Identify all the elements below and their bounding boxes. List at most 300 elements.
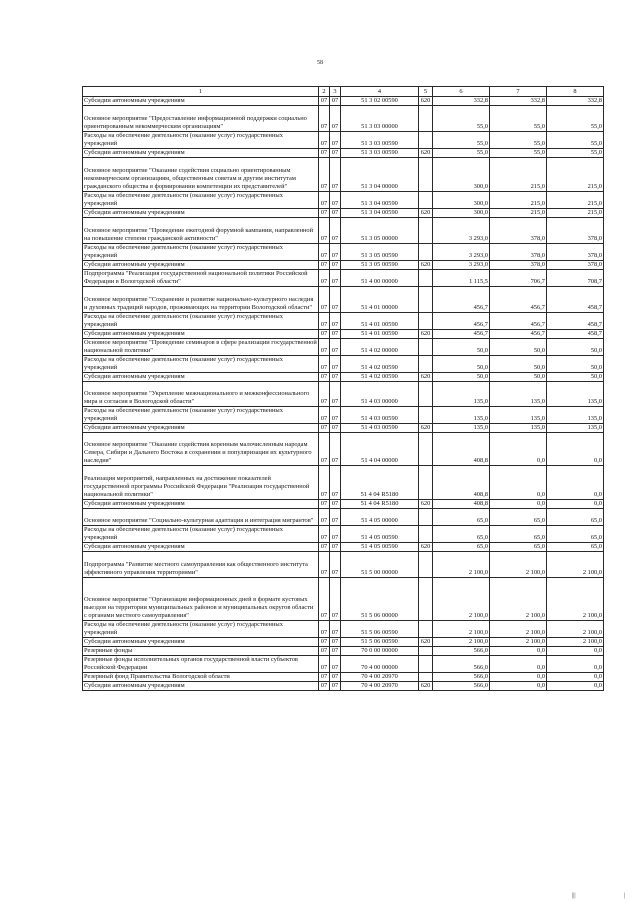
section-code-cell: 07 (319, 287, 330, 313)
section-code-cell: 07 (319, 621, 330, 638)
amount-col7-cell: 0,0 (490, 682, 547, 691)
table-row (83, 543, 604, 552)
expense-type-cell: 620 (419, 543, 433, 552)
amount-col6-cell: 135,0 (433, 382, 490, 407)
target-article-cell: 51 5 06 00590 (341, 638, 419, 647)
section-code-cell: 07 (319, 270, 330, 287)
subsection-code-cell: 07 (330, 466, 341, 500)
section-code-cell: 07 (319, 261, 330, 270)
amount-col7-cell: 0,0 (490, 647, 547, 656)
row-name-cell: Основное мероприятие "Укрепление межнационального и межконфессионального мира и согласия в Вологодской области" (83, 382, 319, 407)
subsection-code-cell: 07 (330, 373, 341, 382)
target-article-cell: 51 3 04 00590 (341, 209, 419, 218)
table-row (83, 158, 604, 192)
subsection-code-cell: 07 (330, 270, 341, 287)
amount-col6-cell: 566,0 (433, 647, 490, 656)
subsection-code-cell: 07 (330, 330, 341, 339)
row-name-cell: Субсидии автономным учреждениям (83, 373, 319, 382)
amount-col7-cell: 55,0 (490, 106, 547, 132)
section-code-cell: 07 (319, 424, 330, 433)
row-name-cell: Основное мероприятие "Оказание содействия социально ориентированным некоммерческим организациям, общественным советам и другим институтам гражданского общества в формировании компетенции их представителей" (83, 158, 319, 192)
row-name-cell: Основное мероприятие "Проведение ежегодной форумной кампании, направленной на повышение степени гражданской активности" (83, 218, 319, 244)
amount-col8-cell: 708,7 (547, 270, 604, 287)
amount-col8-cell: 458,7 (547, 287, 604, 313)
amount-col8-cell: 215,0 (547, 192, 604, 209)
table-row (83, 647, 604, 656)
amount-col7-cell: 0,0 (490, 466, 547, 500)
amount-col8-cell: 2 100,0 (547, 552, 604, 578)
row-name-cell: Расходы на обеспечение деятельности (оказание услуг) государственных учреждений (83, 356, 319, 373)
section-code-cell: 07 (319, 407, 330, 424)
amount-col6-cell: 65,0 (433, 543, 490, 552)
table-row (83, 509, 604, 526)
target-article-cell: 51 4 05 00590 (341, 543, 419, 552)
amount-col7-cell: 2 100,0 (490, 552, 547, 578)
table-row (83, 339, 604, 356)
section-code-cell: 07 (319, 578, 330, 621)
expense-type-cell (419, 433, 433, 466)
amount-col8-cell: 65,0 (547, 509, 604, 526)
row-name-cell: Основное мероприятие "Оказание содействия коренным малочисленным народам Севера, Сибири и Дальнего Востока в сохранении и популяризации их культурного наследия" (83, 433, 319, 466)
subsection-code-cell: 07 (330, 97, 341, 106)
amount-col6-cell: 1 115,5 (433, 270, 490, 287)
section-code-cell: 07 (319, 192, 330, 209)
target-article-cell: 51 4 02 00000 (341, 339, 419, 356)
row-name-cell: Резервные фонды исполнительных органов государственной власти субъектов Российской Федерации (83, 656, 319, 673)
section-code-cell: 07 (319, 638, 330, 647)
target-article-cell: 70 0 00 00000 (341, 647, 419, 656)
expense-type-cell (419, 158, 433, 192)
expense-type-cell: 620 (419, 424, 433, 433)
subsection-code-cell: 07 (330, 638, 341, 647)
header-cell: 5 (419, 87, 433, 97)
target-article-cell: 51 5 06 00000 (341, 578, 419, 621)
target-article-cell: 70 4 00 20970 (341, 673, 419, 682)
section-code-cell: 07 (319, 158, 330, 192)
amount-col6-cell: 50,0 (433, 373, 490, 382)
amount-col7-cell: 0,0 (490, 433, 547, 466)
subsection-code-cell: 07 (330, 244, 341, 261)
table-row (83, 356, 604, 373)
subsection-code-cell: 07 (330, 433, 341, 466)
amount-col8-cell: 2 100,0 (547, 621, 604, 638)
row-name-cell: Основное мероприятие "Проведение семинаров в сфере реализации государственной национальной политики" (84, 339, 317, 354)
amount-col7-cell: 378,0 (490, 261, 547, 270)
amount-col7-cell: 2 100,0 (490, 578, 547, 621)
target-article-cell: 51 5 00 00000 (341, 552, 419, 578)
header-cell: 1 (83, 87, 319, 97)
row-name-cell: Расходы на обеспечение деятельности (оказание услуг) государственных учреждений (83, 526, 319, 543)
section-code-cell: 07 (319, 356, 330, 373)
amount-col7-cell: 50,0 (490, 356, 547, 373)
expense-type-cell (419, 132, 433, 149)
target-article-cell: 51 4 02 00590 (341, 373, 419, 382)
table-row (83, 407, 604, 424)
target-article-cell: 51 4 00 00000 (341, 270, 419, 287)
subsection-code-cell: 07 (330, 149, 341, 158)
row-name-cell: Субсидии автономным учреждениям (83, 209, 319, 218)
subsection-code-cell: 07 (330, 682, 341, 691)
table-row (83, 526, 604, 543)
amount-col8-cell: 0,0 (547, 500, 604, 509)
target-article-cell: 51 4 01 00000 (341, 287, 419, 313)
section-code-cell: 07 (319, 673, 330, 682)
table-row (83, 106, 604, 132)
amount-col6-cell: 566,0 (433, 673, 490, 682)
target-article-cell: 51 5 06 00590 (341, 621, 419, 638)
amount-col8-cell: 0,0 (547, 673, 604, 682)
table-row (83, 244, 604, 261)
amount-col7-cell: 706,7 (490, 270, 547, 287)
expense-type-cell: 620 (419, 97, 433, 106)
expense-type-cell (419, 552, 433, 578)
section-code-cell: 07 (319, 543, 330, 552)
budget-table (82, 86, 604, 691)
amount-col6-cell: 2 100,0 (433, 552, 490, 578)
section-code-cell: 07 (319, 500, 330, 509)
table-row (83, 313, 604, 330)
expense-type-cell (419, 526, 433, 543)
amount-col8-cell: 135,0 (547, 382, 604, 407)
amount-col7-cell: 378,0 (490, 218, 547, 244)
subsection-code-cell: 07 (330, 424, 341, 433)
amount-col8-cell: 332,8 (547, 97, 604, 106)
target-article-cell: 70 4 00 20970 (341, 682, 419, 691)
expense-type-cell (419, 270, 433, 287)
target-article-cell: 51 4 04 R5180 (341, 500, 419, 509)
amount-col6-cell: 65,0 (433, 509, 490, 526)
target-article-cell: 51 3 02 00590 (341, 97, 419, 106)
target-article-cell: 51 4 04 R5180 (341, 466, 419, 500)
amount-col8-cell: 458,7 (547, 330, 604, 339)
table-row (83, 682, 604, 691)
header-cell: 4 (341, 87, 419, 97)
section-code-cell: 07 (319, 526, 330, 543)
amount-col6-cell: 55,0 (433, 149, 490, 158)
row-name-cell: Расходы на обеспечение деятельности (оказание услуг) государственных учреждений (83, 407, 319, 424)
table-row (83, 638, 604, 647)
expense-type-cell (419, 578, 433, 621)
amount-col7-cell: 0,0 (490, 673, 547, 682)
amount-col7-cell: 65,0 (490, 509, 547, 526)
header-cell: 2 (319, 87, 330, 97)
amount-col7-cell: 135,0 (490, 424, 547, 433)
table-row (83, 261, 604, 270)
row-name-cell: Расходы на обеспечение деятельности (оказание услуг) государственных учреждений (83, 244, 319, 261)
expense-type-cell (419, 356, 433, 373)
amount-col8-cell: 65,0 (547, 526, 604, 543)
amount-col8-cell: 55,0 (547, 132, 604, 149)
row-name-cell: Субсидии автономным учреждениям (83, 682, 319, 691)
header-cell: 6 (433, 87, 490, 97)
table-row (83, 552, 604, 578)
target-article-cell: 51 4 03 00000 (341, 382, 419, 407)
row-name-cell: Субсидии автономным учреждениям (83, 638, 319, 647)
row-name-cell: Основное мероприятие "Организация информационных дней в формате кустовых выездов на территории муниципальных районов и муниципальных округов области с органами местного самоуправления" (83, 578, 319, 621)
amount-col7-cell: 65,0 (490, 526, 547, 543)
table-header-row (83, 87, 604, 97)
amount-col6-cell: 300,0 (433, 192, 490, 209)
expense-type-cell: 620 (419, 149, 433, 158)
amount-col6-cell: 50,0 (433, 339, 490, 356)
section-code-cell: 07 (319, 647, 330, 656)
section-code-cell: 07 (319, 209, 330, 218)
amount-col8-cell: 458,7 (547, 313, 604, 330)
amount-col6-cell: 55,0 (433, 132, 490, 149)
section-code-cell: 07 (319, 149, 330, 158)
section-code-cell: 07 (319, 656, 330, 673)
expense-type-cell (419, 244, 433, 261)
row-name-cell: Реализация мероприятий, направленных на достижение показателей государственной программы Российской Федерации "Реализация государственной национальной политики" (83, 466, 319, 500)
row-name-cell: Субсидии автономным учреждениям (83, 500, 319, 509)
table-row (83, 97, 604, 106)
expense-type-cell (419, 509, 433, 526)
amount-col8-cell: 2 100,0 (547, 638, 604, 647)
subsection-code-cell: 07 (330, 313, 341, 330)
amount-col7-cell: 2 100,0 (490, 638, 547, 647)
row-name-cell: Субсидии автономным учреждениям (83, 149, 319, 158)
amount-col8-cell: 2 100,0 (547, 578, 604, 621)
row-name-cell: Подпрограмма "Развитие местного самоуправления как общественного института эффективного управления территориями" (83, 552, 319, 578)
row-name-cell: Расходы на обеспечение деятельности (оказание услуг) государственных учреждений (83, 192, 319, 209)
target-article-cell: 51 3 03 00590 (341, 132, 419, 149)
expense-type-cell (419, 382, 433, 407)
amount-col6-cell: 2 100,0 (433, 621, 490, 638)
target-article-cell: 51 3 04 00590 (341, 192, 419, 209)
amount-col7-cell: 456,7 (490, 330, 547, 339)
target-article-cell: 51 4 04 00000 (341, 433, 419, 466)
row-name-cell: Подпрограмма "Реализация государственной национальной политики Российской Федерации в Вологодской области" (83, 270, 319, 287)
amount-col7-cell: 2 100,0 (490, 621, 547, 638)
subsection-code-cell: 07 (330, 356, 341, 373)
subsection-code-cell: 07 (330, 509, 341, 526)
amount-col8-cell: 215,0 (547, 209, 604, 218)
amount-col6-cell: 408,8 (433, 500, 490, 509)
subsection-code-cell: 07 (330, 621, 341, 638)
amount-col8-cell: 50,0 (547, 356, 604, 373)
section-code-cell: 07 (319, 97, 330, 106)
section-code-cell: 07 (319, 682, 330, 691)
row-name-cell: Расходы на обеспечение деятельности (оказание услуг) государственных учреждений (83, 132, 319, 149)
amount-col8-cell: 378,0 (547, 218, 604, 244)
subsection-code-cell: 07 (330, 500, 341, 509)
target-article-cell: 51 4 03 00590 (341, 424, 419, 433)
subsection-code-cell: 07 (330, 578, 341, 621)
row-name-cell: Субсидии автономным учреждениям (83, 543, 319, 552)
row-name-cell: Субсидии автономным учреждениям (83, 424, 319, 433)
amount-col8-cell: 50,0 (547, 373, 604, 382)
amount-col8-cell: 378,0 (547, 244, 604, 261)
amount-col6-cell: 65,0 (433, 526, 490, 543)
section-code-cell: 07 (319, 132, 330, 149)
subsection-code-cell: 07 (330, 132, 341, 149)
table-row (83, 218, 604, 244)
table-row (83, 149, 604, 158)
subsection-code-cell: 07 (330, 526, 341, 543)
amount-col7-cell: 65,0 (490, 543, 547, 552)
row-name-cell: Субсидии автономным учреждениям (83, 261, 319, 270)
expense-type-cell (419, 466, 433, 500)
subsection-code-cell: 07 (330, 673, 341, 682)
expense-type-cell: 620 (419, 261, 433, 270)
section-code-cell: 07 (319, 373, 330, 382)
section-code-cell: 07 (319, 433, 330, 466)
amount-col6-cell: 456,7 (433, 330, 490, 339)
expense-type-cell (419, 106, 433, 132)
row-name-cell: Расходы на обеспечение деятельности (оказание услуг) государственных учреждений (83, 621, 319, 638)
amount-col7-cell: 215,0 (490, 158, 547, 192)
amount-col6-cell: 50,0 (433, 356, 490, 373)
subsection-code-cell: 07 (330, 287, 341, 313)
expense-type-cell: 620 (419, 330, 433, 339)
amount-col6-cell: 2 100,0 (433, 638, 490, 647)
table-row (83, 287, 604, 313)
amount-col8-cell: 215,0 (547, 158, 604, 192)
table-row (83, 382, 604, 407)
amount-col6-cell: 408,8 (433, 466, 490, 500)
amount-col8-cell: 378,0 (547, 261, 604, 270)
amount-col6-cell: 2 100,0 (433, 578, 490, 621)
subsection-code-cell: 07 (330, 192, 341, 209)
section-code-cell: 07 (319, 339, 330, 356)
target-article-cell: 51 3 05 00590 (341, 261, 419, 270)
amount-col7-cell: 456,7 (490, 313, 547, 330)
amount-col7-cell: 215,0 (490, 192, 547, 209)
amount-col6-cell: 300,0 (433, 209, 490, 218)
subsection-code-cell: 07 (330, 656, 341, 673)
section-code-cell: 07 (319, 466, 330, 500)
amount-col6-cell: 566,0 (433, 656, 490, 673)
table-row (83, 466, 604, 500)
amount-col8-cell: 0,0 (547, 433, 604, 466)
subsection-code-cell: 07 (330, 647, 341, 656)
expense-type-cell (419, 287, 433, 313)
amount-col6-cell: 55,0 (433, 106, 490, 132)
expense-type-cell (419, 647, 433, 656)
expense-type-cell: 620 (419, 682, 433, 691)
target-article-cell: 51 3 05 00590 (341, 244, 419, 261)
table-row (83, 424, 604, 433)
row-name-cell: Субсидии автономным учреждениям (83, 97, 319, 106)
amount-col7-cell: 215,0 (490, 209, 547, 218)
subsection-code-cell: 07 (330, 407, 341, 424)
footer-mark: | (624, 893, 626, 899)
expense-type-cell (419, 656, 433, 673)
amount-col6-cell: 332,8 (433, 97, 490, 106)
target-article-cell: 51 4 01 00590 (341, 313, 419, 330)
amount-col7-cell: 135,0 (490, 382, 547, 407)
expense-type-cell (419, 218, 433, 244)
amount-col6-cell: 566,0 (433, 682, 490, 691)
target-article-cell: 51 3 03 00000 (341, 106, 419, 132)
amount-col8-cell: 0,0 (547, 656, 604, 673)
amount-col6-cell: 456,7 (433, 313, 490, 330)
table-row (83, 500, 604, 509)
footer-mark: ||| (572, 893, 576, 899)
amount-col8-cell: 0,0 (547, 466, 604, 500)
row-name-cell: Основное мероприятие "Социально-культурная адаптация и интеграция мигрантов" (83, 509, 319, 526)
amount-col7-cell: 55,0 (490, 149, 547, 158)
expense-type-cell (419, 621, 433, 638)
amount-col7-cell: 0,0 (490, 656, 547, 673)
subsection-code-cell: 07 (330, 106, 341, 132)
amount-col8-cell: 135,0 (547, 424, 604, 433)
section-code-cell: 07 (319, 106, 330, 132)
amount-col7-cell: 50,0 (490, 373, 547, 382)
section-code-cell: 07 (319, 313, 330, 330)
amount-col6-cell: 300,0 (433, 158, 490, 192)
page-number: 58 (317, 60, 323, 66)
subsection-code-cell: 07 (330, 218, 341, 244)
target-article-cell: 51 4 05 00000 (341, 509, 419, 526)
amount-col7-cell: 332,8 (490, 97, 547, 106)
amount-col6-cell: 408,8 (433, 433, 490, 466)
section-code-cell: 07 (319, 509, 330, 526)
subsection-code-cell: 07 (330, 209, 341, 218)
expense-type-cell (419, 313, 433, 330)
header-cell: 3 (330, 87, 341, 97)
table-row (83, 656, 604, 673)
target-article-cell: 51 4 02 00590 (341, 356, 419, 373)
target-article-cell: 51 4 03 00590 (341, 407, 419, 424)
target-article-cell: 51 3 03 00590 (341, 149, 419, 158)
amount-col8-cell: 50,0 (547, 339, 604, 356)
table-row (83, 373, 604, 382)
expense-type-cell (419, 673, 433, 682)
target-article-cell: 51 3 05 00000 (341, 218, 419, 244)
target-article-cell: 51 4 01 00590 (341, 330, 419, 339)
amount-col7-cell: 378,0 (490, 244, 547, 261)
section-code-cell: 07 (319, 552, 330, 578)
table-row (83, 621, 604, 638)
amount-col7-cell: 135,0 (490, 407, 547, 424)
amount-col6-cell: 135,0 (433, 424, 490, 433)
amount-col7-cell: 0,0 (490, 500, 547, 509)
amount-col8-cell: 55,0 (547, 106, 604, 132)
target-article-cell: 51 3 04 00000 (341, 158, 419, 192)
expense-type-cell: 620 (419, 638, 433, 647)
amount-col8-cell: 0,0 (547, 682, 604, 691)
expense-type-cell (419, 192, 433, 209)
amount-col6-cell: 3 293,0 (433, 244, 490, 261)
subsection-code-cell: 07 (330, 552, 341, 578)
section-code-cell: 07 (319, 382, 330, 407)
amount-col7-cell: 55,0 (490, 132, 547, 149)
subsection-code-cell: 07 (330, 339, 341, 356)
table-row (83, 578, 604, 621)
header-cell: 7 (490, 87, 547, 97)
amount-col6-cell: 3 293,0 (433, 218, 490, 244)
amount-col8-cell: 135,0 (547, 407, 604, 424)
table-row (83, 433, 604, 466)
row-name-cell: Резервные фонды (83, 647, 319, 656)
section-code-cell: 07 (319, 244, 330, 261)
row-name-cell: Субсидии автономным учреждениям (83, 330, 319, 339)
subsection-code-cell: 07 (330, 158, 341, 192)
section-code-cell: 07 (319, 218, 330, 244)
row-name-cell: Расходы на обеспечение деятельности (оказание услуг) государственных учреждений (83, 313, 319, 330)
subsection-code-cell: 07 (330, 543, 341, 552)
row-name-cell: Резервный фонд Правительства Вологодской области (83, 673, 319, 682)
table-row (83, 330, 604, 339)
expense-type-cell: 620 (419, 373, 433, 382)
table-row (83, 192, 604, 209)
amount-col6-cell: 135,0 (433, 407, 490, 424)
header-cell: 8 (547, 87, 604, 97)
table-row (83, 132, 604, 149)
section-code-cell: 07 (319, 330, 330, 339)
amount-col8-cell: 65,0 (547, 543, 604, 552)
